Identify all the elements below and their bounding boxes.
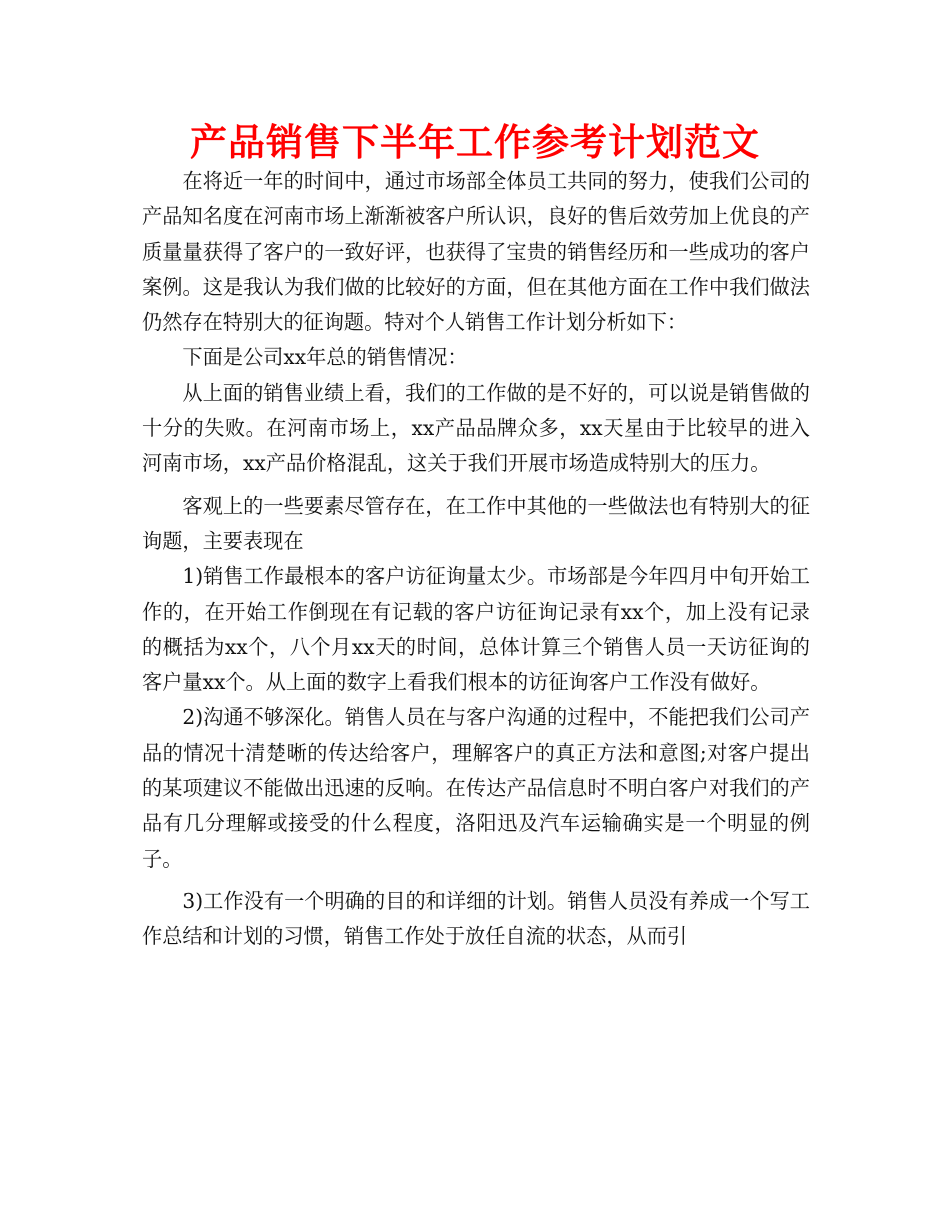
document-body [142, 164, 810, 955]
paragraph-point-2: 2)沟通不够深化。销售人员在与客户沟通的过程中，不能把我们公司产品的情况十清楚晰的传达给客户，理解客户的真正方法和意图;对客户提出的某项建议不能做出迅速的反响。在传达产品信息时不明白客户对我们的产品有几分理解或接受的什么程度，洛阳迅及汽车运输确实是一个明显的例子。 [142, 705, 810, 871]
paragraph-point-1: 1)销售工作最根本的客户访征询量太少。市场部是今年四月中旬开始工作的，在开始工作倒现在有记载的客户访征询记录有xx个，加上没有记录的概括为xx个，八个月xx天的时间，总体计算三个销售人员一天访征询的客户量xx个。从上面的数字上看我们根本的访征询客户工作没有做好。 [142, 564, 810, 695]
document-title: 产品销售下半年工作参考计划范文 [190, 121, 760, 164]
paragraph-performance: 从上面的销售业绩上看，我们的工作做的是不好的，可以说是销售做的十分的失败。在河南市场上，xx产品品牌众多，xx天星由于比较早的进入河南市场，xx产品价格混乱，这关于我们开展市场造成特别大的压力。 [142, 380, 810, 476]
paragraph-intro: 在将近一年的时间中，通过市场部全体员工共同的努力，使我们公司的产品知名度在河南市场上渐渐被客户所认识，良好的售后效劳加上优良的产质量量获得了客户的一致好评，也获得了宝贵的销售经历和一些成功的客户案例。这是我认为我们做的比较好的方面，但在其他方面在工作中我们做法仍然存在特别大的征询题。特对个人销售工作计划分析如下： [142, 169, 810, 335]
paragraph-sales-overview: 下面是公司xx年总的销售情况： [182, 345, 468, 370]
paragraph-problems-intro: 客观上的一些要素尽管存在，在工作中其他的一些做法也有特别大的征询题，主要表现在 [142, 493, 810, 553]
paragraph-point-3: 3)工作没有一个明确的目的和详细的计划。销售人员没有养成一个写工作总结和计划的习惯，销售工作处于放任自流的状态，从而引 [142, 888, 810, 949]
